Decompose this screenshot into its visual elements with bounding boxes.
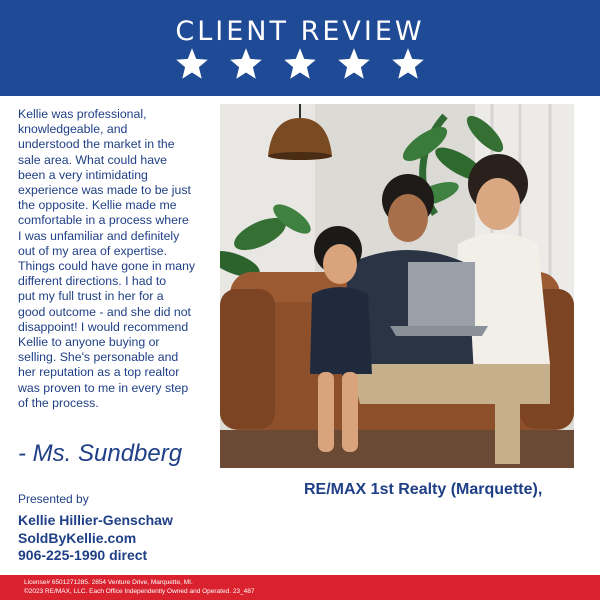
review-line: comfortable in a process where <box>18 213 189 228</box>
star-icon <box>228 46 264 82</box>
review-line: her reputation as a top realtor <box>18 365 180 380</box>
review-line: knowledgeable, and <box>18 122 128 137</box>
star-icon <box>390 46 426 82</box>
review-line: the opposite. Kellie made me <box>18 198 177 213</box>
license-info: License# 6501271285. 2854 Venture Drive, Marquette, MI. <box>24 579 193 586</box>
review-line: disappoint! I would recommend <box>18 319 189 334</box>
header-banner <box>0 0 600 96</box>
star-icon <box>174 46 210 82</box>
review-line: selling. She's personable and <box>18 350 179 365</box>
review-line: understood the market in the <box>18 137 175 152</box>
review-line: experience was made to be just <box>18 183 191 198</box>
review-line: sale area. What could have <box>18 152 168 167</box>
review-signature: - Ms. Sundberg <box>18 440 183 467</box>
review-line: put my full trust in her for a <box>18 289 164 304</box>
review-line: been a very intimidating <box>18 167 148 182</box>
review-text <box>18 107 214 411</box>
agent-website: SoldByKellie.com <box>18 530 137 546</box>
family-photo <box>220 104 574 468</box>
review-line: I was unfamiliar and definitely <box>18 228 180 243</box>
presented-by-label: Presented by <box>18 492 89 506</box>
copyright-info: ©2023 RE/MAX, LLC. Each Office Independently Owned and Operated. 23_487 <box>24 588 255 595</box>
review-line: Kellie to anyone buying or <box>18 335 160 350</box>
review-line: good outcome - and she did not <box>18 304 191 319</box>
review-line: Kellie was professional, <box>18 107 147 121</box>
agent-phone: 906-225-1990 direct <box>18 547 148 563</box>
page-title: CLIENT REVIEW <box>175 16 425 47</box>
family-photo-illustration <box>220 104 574 468</box>
brokerage-name: RE/MAX 1st Realty (Marquette), <box>304 481 543 498</box>
footer-banner <box>0 575 600 600</box>
review-line: was proven to me in every step <box>18 380 189 395</box>
star-icon <box>282 46 318 82</box>
review-line: out of my area of expertise. <box>18 243 168 258</box>
star-icon <box>336 46 372 82</box>
review-line: of the process. <box>18 395 99 410</box>
star-rating <box>0 46 600 82</box>
review-line: different directions. I had to <box>18 274 167 289</box>
agent-name: Kellie Hillier-Genschaw <box>18 512 173 528</box>
review-line: Things could have gone in many <box>18 259 196 274</box>
